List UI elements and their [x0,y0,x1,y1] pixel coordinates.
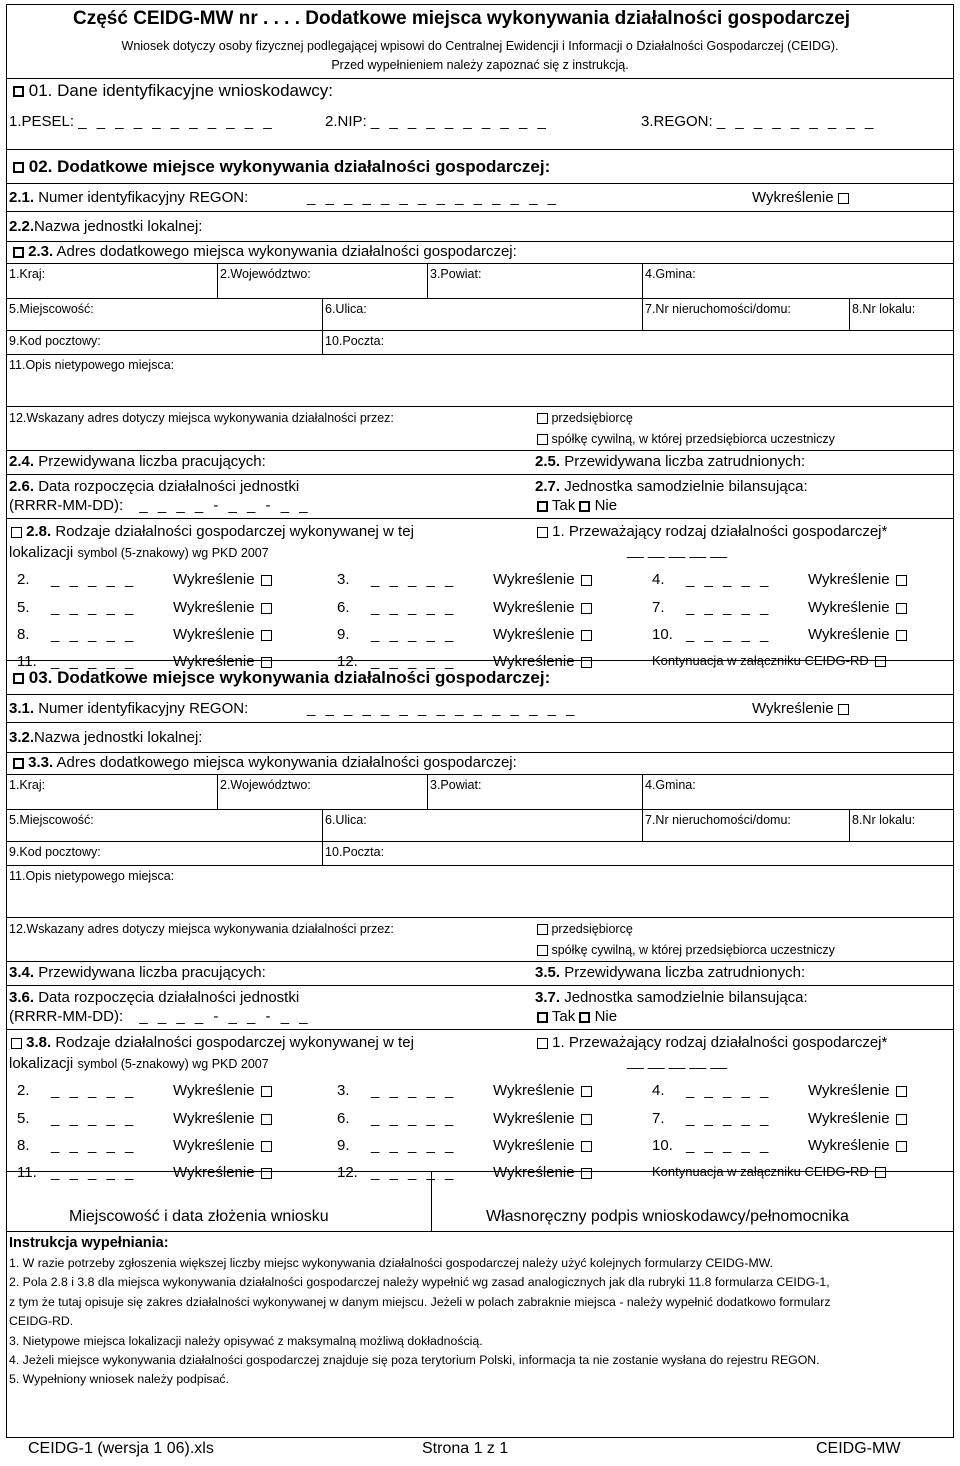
wykreslenie-label: Wykreślenie [173,1137,255,1154]
wykreslenie-checkbox[interactable] [261,630,272,641]
footer-form-code: CEIDG-MW [816,1440,901,1457]
pkd-entry [17,626,272,643]
unit-name-number: 2.2. [9,218,35,235]
employed-field[interactable]: 2.4. Przewidywana liczba pracujących: [9,453,266,470]
kraj-field[interactable]: 1.Kraj: [9,778,46,792]
instruction-item: 4. Jeżeli miejsce wykonywania działalności gospodarczej znajduje się poza terytorium Polski, informacja ta nie zostanie wysłana do rejestru REGON. [9,1353,820,1368]
pkd-entry [17,1082,272,1099]
instruction-item: 5. Wypełniony wniosek należy podpisać. [9,1372,229,1387]
pkd-entry-number: 7. [652,1110,665,1127]
address-checkbox[interactable] [13,247,24,258]
address-relates-label: 12.Wskazany adres dotyczy miejsca wykonywania działalności przez: [9,922,394,936]
pkd-entry-input[interactable]: _ _ _ _ _ [686,626,772,643]
wykreslenie-label: Wykreślenie [173,653,255,670]
poczta-field[interactable]: 10.Poczta: [322,842,953,865]
nip-label: 2.NIP: [325,113,367,130]
pkd-entry-input[interactable]: _ _ _ _ _ [371,1164,457,1181]
wykreslenie-label: Wykreślenie [493,599,575,616]
pkd-entry [337,1082,592,1099]
pkd-entry-number: 10. [652,626,673,643]
pkd-entry-input[interactable]: _ _ _ _ _ [686,1082,772,1099]
pkd-entry [652,599,907,616]
wykreslenie-label: Wykreślenie [752,189,834,206]
unit-regon-input[interactable]: _ _ _ _ _ _ _ _ _ _ _ _ _ _ [307,189,559,206]
form-page [6,4,954,1438]
pkd-entry-input[interactable]: _ _ _ _ _ [51,1082,137,1099]
section-01 [7,79,953,150]
pkd-entry-number: 12. [337,1164,358,1181]
main-pkd-label: 1. Przeważający rodzaj działalności gospodarczej* [552,523,888,540]
pkd-entry-number: 8. [17,626,30,643]
wykreslenie-checkbox[interactable] [896,1086,907,1097]
tak-label: Tak [551,497,576,514]
form-title: Część CEIDG-MW nr . . . . Dodatkowe miejsca wykonywania działalności gospodarczej [73,8,851,29]
tak-checkbox[interactable] [537,1012,548,1023]
pkd-entry-input[interactable]: _ _ _ _ _ [686,1137,772,1154]
pkd-label-line2: lokalizacji [9,544,74,561]
independent-number: 3.7. [535,989,561,1006]
pkd-entry-input[interactable]: _ _ _ _ _ [51,599,137,616]
pkd-entry [652,1082,907,1099]
kraj-field[interactable]: 1.Kraj: [9,267,46,281]
pkd-entry-input[interactable]: _ _ _ _ _ [371,653,457,670]
section-checkbox[interactable] [13,162,24,173]
poczta-field[interactable]: 10.Poczta: [322,331,953,354]
przedsiebiorca-checkbox[interactable] [537,413,548,424]
footer-page-number: Strona 1 z 1 [422,1440,509,1457]
address-number: 2.3. [28,243,54,260]
pkd-entry-number: 7. [652,599,665,616]
wykreslenie-checkbox[interactable] [896,630,907,641]
pkd-number: 3.8. [26,1034,52,1051]
start-date-input[interactable]: _ _ _ _ - _ _ - _ _ [139,497,311,514]
pkd-entry-number: 6. [337,599,350,616]
activity-place-section [7,661,953,1181]
wojewodztwo-field[interactable]: 2.Województwo: [217,775,427,809]
unit-name-label: Nazwa jednostki lokalnej: [34,729,203,746]
address-relates-label: 12.Wskazany adres dotyczy miejsca wykonywania działalności przez: [9,411,394,425]
footer-filename: CEIDG-1 (wersja 1 06).xls [28,1440,214,1457]
pkd-entry-input[interactable]: _ _ _ _ _ [371,1082,457,1099]
wykreslenie-label: Wykreślenie [808,1082,890,1099]
ulica-field[interactable]: 6.Ulica: [322,299,642,330]
wykreslenie-label: Wykreślenie [808,1110,890,1127]
wykreslenie-label: Wykreślenie [808,571,890,588]
signature-field[interactable] [431,1172,953,1231]
instructions [7,1232,953,1393]
pkd-entry-input[interactable]: _ _ _ _ _ [371,1110,457,1127]
wykreslenie-label: Wykreślenie [808,1137,890,1154]
pkd-entry [337,1110,592,1127]
main-pkd-checkbox[interactable] [537,527,548,538]
start-date-number: 3.6. [9,989,35,1006]
section-title: 02. Dodatkowe miejsce wykonywania działalności gospodarczej: [28,157,551,176]
main-pkd-checkbox[interactable] [537,1038,548,1049]
pkd-entry [652,1110,907,1127]
section-01-title: 01. Dane identyfikacyjne wnioskodawcy: [28,81,334,100]
wykreslenie-checkbox[interactable] [581,603,592,614]
wykreslenie-label: Wykreślenie [493,626,575,643]
wykreslenie-label: Wykreślenie [173,1164,255,1181]
wojewodztwo-field[interactable]: 2.Województwo: [217,264,427,298]
pkd-entry-number: 12. [337,653,358,670]
form-subtitle: Wniosek dotyczy osoby fizycznej podlegającej wpisowi do Centralnej Ewidencji i Informacji o Działalności Gospodarczej (CEIDG). [121,39,839,53]
main-pkd-input[interactable]: __ __ __ __ __ [627,542,728,559]
pkd-entry-number: 2. [17,571,30,588]
wykreslenie-label: Wykreślenie [173,599,255,616]
pkd-entry-number: 5. [17,599,30,616]
nie-checkbox[interactable] [579,1012,590,1023]
wykreslenie-label: Wykreślenie [493,1164,575,1181]
nr-lokalu-field[interactable]: 8.Nr lokalu: [849,299,953,330]
activity-place-section [7,150,953,670]
wykreslenie-label: Wykreślenie [173,1082,255,1099]
start-date-label: Data rozpoczęcia działalności jednostki [38,478,300,495]
wykreslenie-checkbox[interactable] [896,575,907,586]
main-pkd-label: 1. Przeważający rodzaj działalności gospodarczej* [552,1034,888,1051]
przedsiebiorca-label: przedsiębiorcę [551,411,633,425]
pkd-entry [337,626,592,643]
section-01-checkbox[interactable] [13,86,24,97]
wykreslenie-checkbox[interactable] [838,193,849,204]
pkd-entry [337,1137,592,1154]
instructions-title: Instrukcja wypełniania: [9,1235,169,1251]
nr-domu-field[interactable]: 7.Nr nieruchomości/domu: [642,810,849,841]
spolka-cywilna-label: spółkę cywilną, w której przedsiębiorca uczestniczy [551,943,835,957]
nie-checkbox[interactable] [579,501,590,512]
opis-field[interactable]: 11.Opis nietypowego miejsca: [9,358,175,372]
wykreslenie-checkbox[interactable] [896,603,907,614]
address-checkbox[interactable] [13,758,24,769]
unit-regon-input[interactable]: _ _ _ _ _ _ _ _ _ _ _ _ _ _ _ [307,700,578,717]
pkd-checkbox[interactable] [11,1038,22,1049]
nr-lokalu-field[interactable]: 8.Nr lokalu: [849,810,953,841]
pkd-label: Rodzaje działalności gospodarczej wykonywanej w tej [55,523,414,540]
address-number: 3.3. [28,754,54,771]
wykreslenie-checkbox[interactable] [896,1114,907,1125]
pkd-entry [337,571,592,588]
pkd-entry-input[interactable]: _ _ _ _ _ [51,571,137,588]
sections-host [7,150,953,1181]
wykreslenie-checkbox[interactable] [261,603,272,614]
staff-field[interactable]: 2.5. Przewidywana liczba zatrudnionych: [535,453,806,470]
spolka-cywilna-checkbox[interactable] [537,945,548,956]
address-title: Adres dodatkowego miejsca wykonywania działalności gospodarczej: [56,243,517,260]
opis-field[interactable]: 11.Opis nietypowego miejsca: [9,869,175,883]
independent-label: Jednostka samodzielnie bilansująca: [564,478,808,495]
instruction-item: 1. W razie potrzeby zgłoszenia większej liczby miejsc wykonywania działalności gospodarczej należy użyć kolejnych formularzy CEIDG-MW. [9,1256,774,1270]
wykreslenie-label: Wykreślenie [173,626,255,643]
pkd-entry [337,599,592,616]
spolka-cywilna-checkbox[interactable] [537,434,548,445]
ulica-field[interactable]: 6.Ulica: [322,810,642,841]
wykreslenie-label: Wykreślenie [808,599,890,616]
wykreslenie-checkbox[interactable] [838,704,849,715]
wykreslenie-label: Wykreślenie [493,1082,575,1099]
pkd-entry [17,1110,272,1127]
pkd-entry-number: 9. [337,1137,350,1154]
pkd-entry-input[interactable]: _ _ _ _ _ [51,653,137,670]
unit-name-label: Nazwa jednostki lokalnej: [34,218,203,235]
pkd-entry-input[interactable]: _ _ _ _ _ [51,1137,137,1154]
pkd-entry-number: 2. [17,1082,30,1099]
start-date-label: Data rozpoczęcia działalności jednostki [38,989,300,1006]
przedsiebiorca-checkbox[interactable] [537,924,548,935]
wykreslenie-checkbox[interactable] [581,1141,592,1152]
pkd-entry [652,571,907,588]
wykreslenie-label: Wykreślenie [493,1110,575,1127]
continuation-label: Kontynuacja w załączniku CEIDG-RD [652,653,869,668]
wykreslenie-label: Wykreślenie [493,571,575,588]
signature-area [7,1172,953,1232]
wykreslenie-label: Wykreślenie [493,653,575,670]
wykreslenie-checkbox[interactable] [261,575,272,586]
start-date-input[interactable]: _ _ _ _ - _ _ - _ _ [139,1008,311,1025]
form-instruction-note: Przed wypełnieniem należy zapoznać się z instrukcją. [331,58,629,72]
miejscowosc-field[interactable]: 5.Miejscowość: [9,813,94,827]
continuation-label: Kontynuacja w załączniku CEIDG-RD [652,1164,869,1179]
section-checkbox[interactable] [13,673,24,684]
pkd-entry-input[interactable]: _ _ _ _ _ [51,1164,137,1181]
pkd-entry-input[interactable]: _ _ _ _ _ [686,1110,772,1127]
kod-pocztowy-field[interactable]: 9.Kod pocztowy: [9,334,101,348]
pkd-entry [17,1137,272,1154]
miejscowosc-field[interactable]: 5.Miejscowość: [9,302,94,316]
gmina-field[interactable]: 4.Gmina: [642,775,953,809]
instruction-item: CEIDG-RD. [9,1314,74,1329]
regon-field-number: 2.1. [9,189,35,206]
pkd-entry-number: 8. [17,1137,30,1154]
pkd-entry-number: 3. [337,571,350,588]
tak-checkbox[interactable] [537,501,548,512]
pkd-entry-number: 5. [17,1110,30,1127]
date-format-label: (RRRR-MM-DD): [9,497,124,514]
nr-domu-field[interactable]: 7.Nr nieruchomości/domu: [642,299,849,330]
pkd-entry-input[interactable]: _ _ _ _ _ [371,1137,457,1154]
pkd-entry-input[interactable]: _ _ _ _ _ [51,626,137,643]
nie-label: Nie [594,497,618,514]
pkd-entry-number: 9. [337,626,350,643]
form-header [7,5,953,79]
regon-field-number: 3.1. [9,700,35,717]
pkd-label: Rodzaje działalności gospodarczej wykonywanej w tej [55,1034,414,1051]
pkd-entry-input[interactable]: _ _ _ _ _ [371,571,457,588]
pkd-entry-input[interactable]: _ _ _ _ _ [686,571,772,588]
pkd-entry-input[interactable]: _ _ _ _ _ [371,626,457,643]
instruction-item: 2. Pola 2.8 i 3.8 dla miejsca wykonywania działalności gospodarczej należy wypełnić wg zasad analogicznych jak dla rubryki 11.8 formularza CEIDG-1, [9,1275,830,1290]
instruction-item: z tym że tutaj opisuje się zakres działalności wykonywanej w danym miejscu. Jeżeli w polach zabraknie miejsca - należy wypełnić dodatkowo formularz [9,1294,831,1309]
regon-field-label: Numer identyfikacyjny REGON: [38,189,249,206]
employed-field[interactable]: 3.4. Przewidywana liczba pracujących: [9,964,266,981]
main-pkd-input[interactable]: __ __ __ __ __ [627,1053,728,1070]
wykreslenie-label: Wykreślenie [808,626,890,643]
wykreslenie-label: Wykreślenie [752,700,834,717]
wykreslenie-label: Wykreślenie [173,1110,255,1127]
wykreslenie-checkbox[interactable] [581,1114,592,1125]
wykreslenie-checkbox[interactable] [261,1114,272,1125]
start-date-number: 2.6. [9,478,35,495]
pkd-entry-input[interactable]: _ _ _ _ _ [51,1110,137,1127]
pkd-entry-input[interactable]: _ _ _ _ _ [686,599,772,616]
date-format-label: (RRRR-MM-DD): [9,1008,124,1025]
pkd-entry-number: 3. [337,1082,350,1099]
powiat-field[interactable]: 3.Powiat: [427,775,642,809]
instruction-item: 3. Nietypowe miejsca lokalizacji należy opisywać z maksymalną możliwą dokładnością. [9,1333,483,1348]
powiat-field[interactable]: 3.Powiat: [427,264,642,298]
tak-label: Tak [551,1008,576,1025]
pkd-entry-number: 11. [17,1164,37,1181]
przedsiebiorca-label: przedsiębiorcę [551,922,633,936]
signature-label: Własnoręczny podpis wnioskodawcy/pełnomocnika [486,1208,849,1225]
wykreslenie-checkbox[interactable] [581,575,592,586]
kod-pocztowy-field[interactable]: 9.Kod pocztowy: [9,845,101,859]
pesel-input[interactable]: _ _ _ _ _ _ _ _ _ _ _ [78,113,275,130]
pkd-checkbox[interactable] [11,527,22,538]
wykreslenie-label: Wykreślenie [173,571,255,588]
pkd-label-line2: lokalizacji [9,1055,74,1072]
staff-field[interactable]: 3.5. Przewidywana liczba zatrudnionych: [535,964,806,981]
regon-label: 3.REGON: [641,113,713,130]
wykreslenie-checkbox[interactable] [896,1141,907,1152]
pkd-entry-number: 11. [17,653,37,670]
independent-number: 2.7. [535,478,561,495]
pkd-entry [652,1137,907,1154]
gmina-field[interactable]: 4.Gmina: [642,264,953,298]
pkd-entry-input[interactable]: _ _ _ _ _ [371,599,457,616]
pkd-entry-number: 4. [652,571,665,588]
nip-input[interactable]: _ _ _ _ _ _ _ _ _ _ [370,113,549,130]
wykreslenie-checkbox[interactable] [581,1086,592,1097]
wykreslenie-label: Wykreślenie [493,1137,575,1154]
pkd-entry-number: 10. [652,1137,673,1154]
regon-input[interactable]: _ _ _ _ _ _ _ _ _ [716,113,877,130]
spolka-cywilna-label: spółkę cywilną, w której przedsiębiorca uczestniczy [551,432,835,446]
wykreslenie-checkbox[interactable] [261,1141,272,1152]
pkd-entry [652,626,907,643]
nie-label: Nie [594,1008,618,1025]
pkd-entry [17,599,272,616]
pkd-entry [17,571,272,588]
pkd-entry-number: 6. [337,1110,350,1127]
pkd-symbol-note: symbol (5-znakowy) wg PKD 2007 [77,1057,269,1071]
place-date-label: Miejscowość i data złożenia wniosku [69,1208,329,1225]
unit-name-number: 3.2. [9,729,35,746]
address-title: Adres dodatkowego miejsca wykonywania działalności gospodarczej: [56,754,517,771]
pkd-symbol-note: symbol (5-znakowy) wg PKD 2007 [77,546,269,560]
pkd-entry-number: 4. [652,1082,665,1099]
wykreslenie-checkbox[interactable] [261,1086,272,1097]
independent-label: Jednostka samodzielnie bilansująca: [564,989,808,1006]
pkd-number: 2.8. [26,523,52,540]
pesel-label: 1.PESEL: [9,113,75,130]
regon-field-label: Numer identyfikacyjny REGON: [38,700,249,717]
wykreslenie-checkbox[interactable] [581,630,592,641]
section-title: 03. Dodatkowe miejsce wykonywania działalności gospodarczej: [28,668,551,687]
